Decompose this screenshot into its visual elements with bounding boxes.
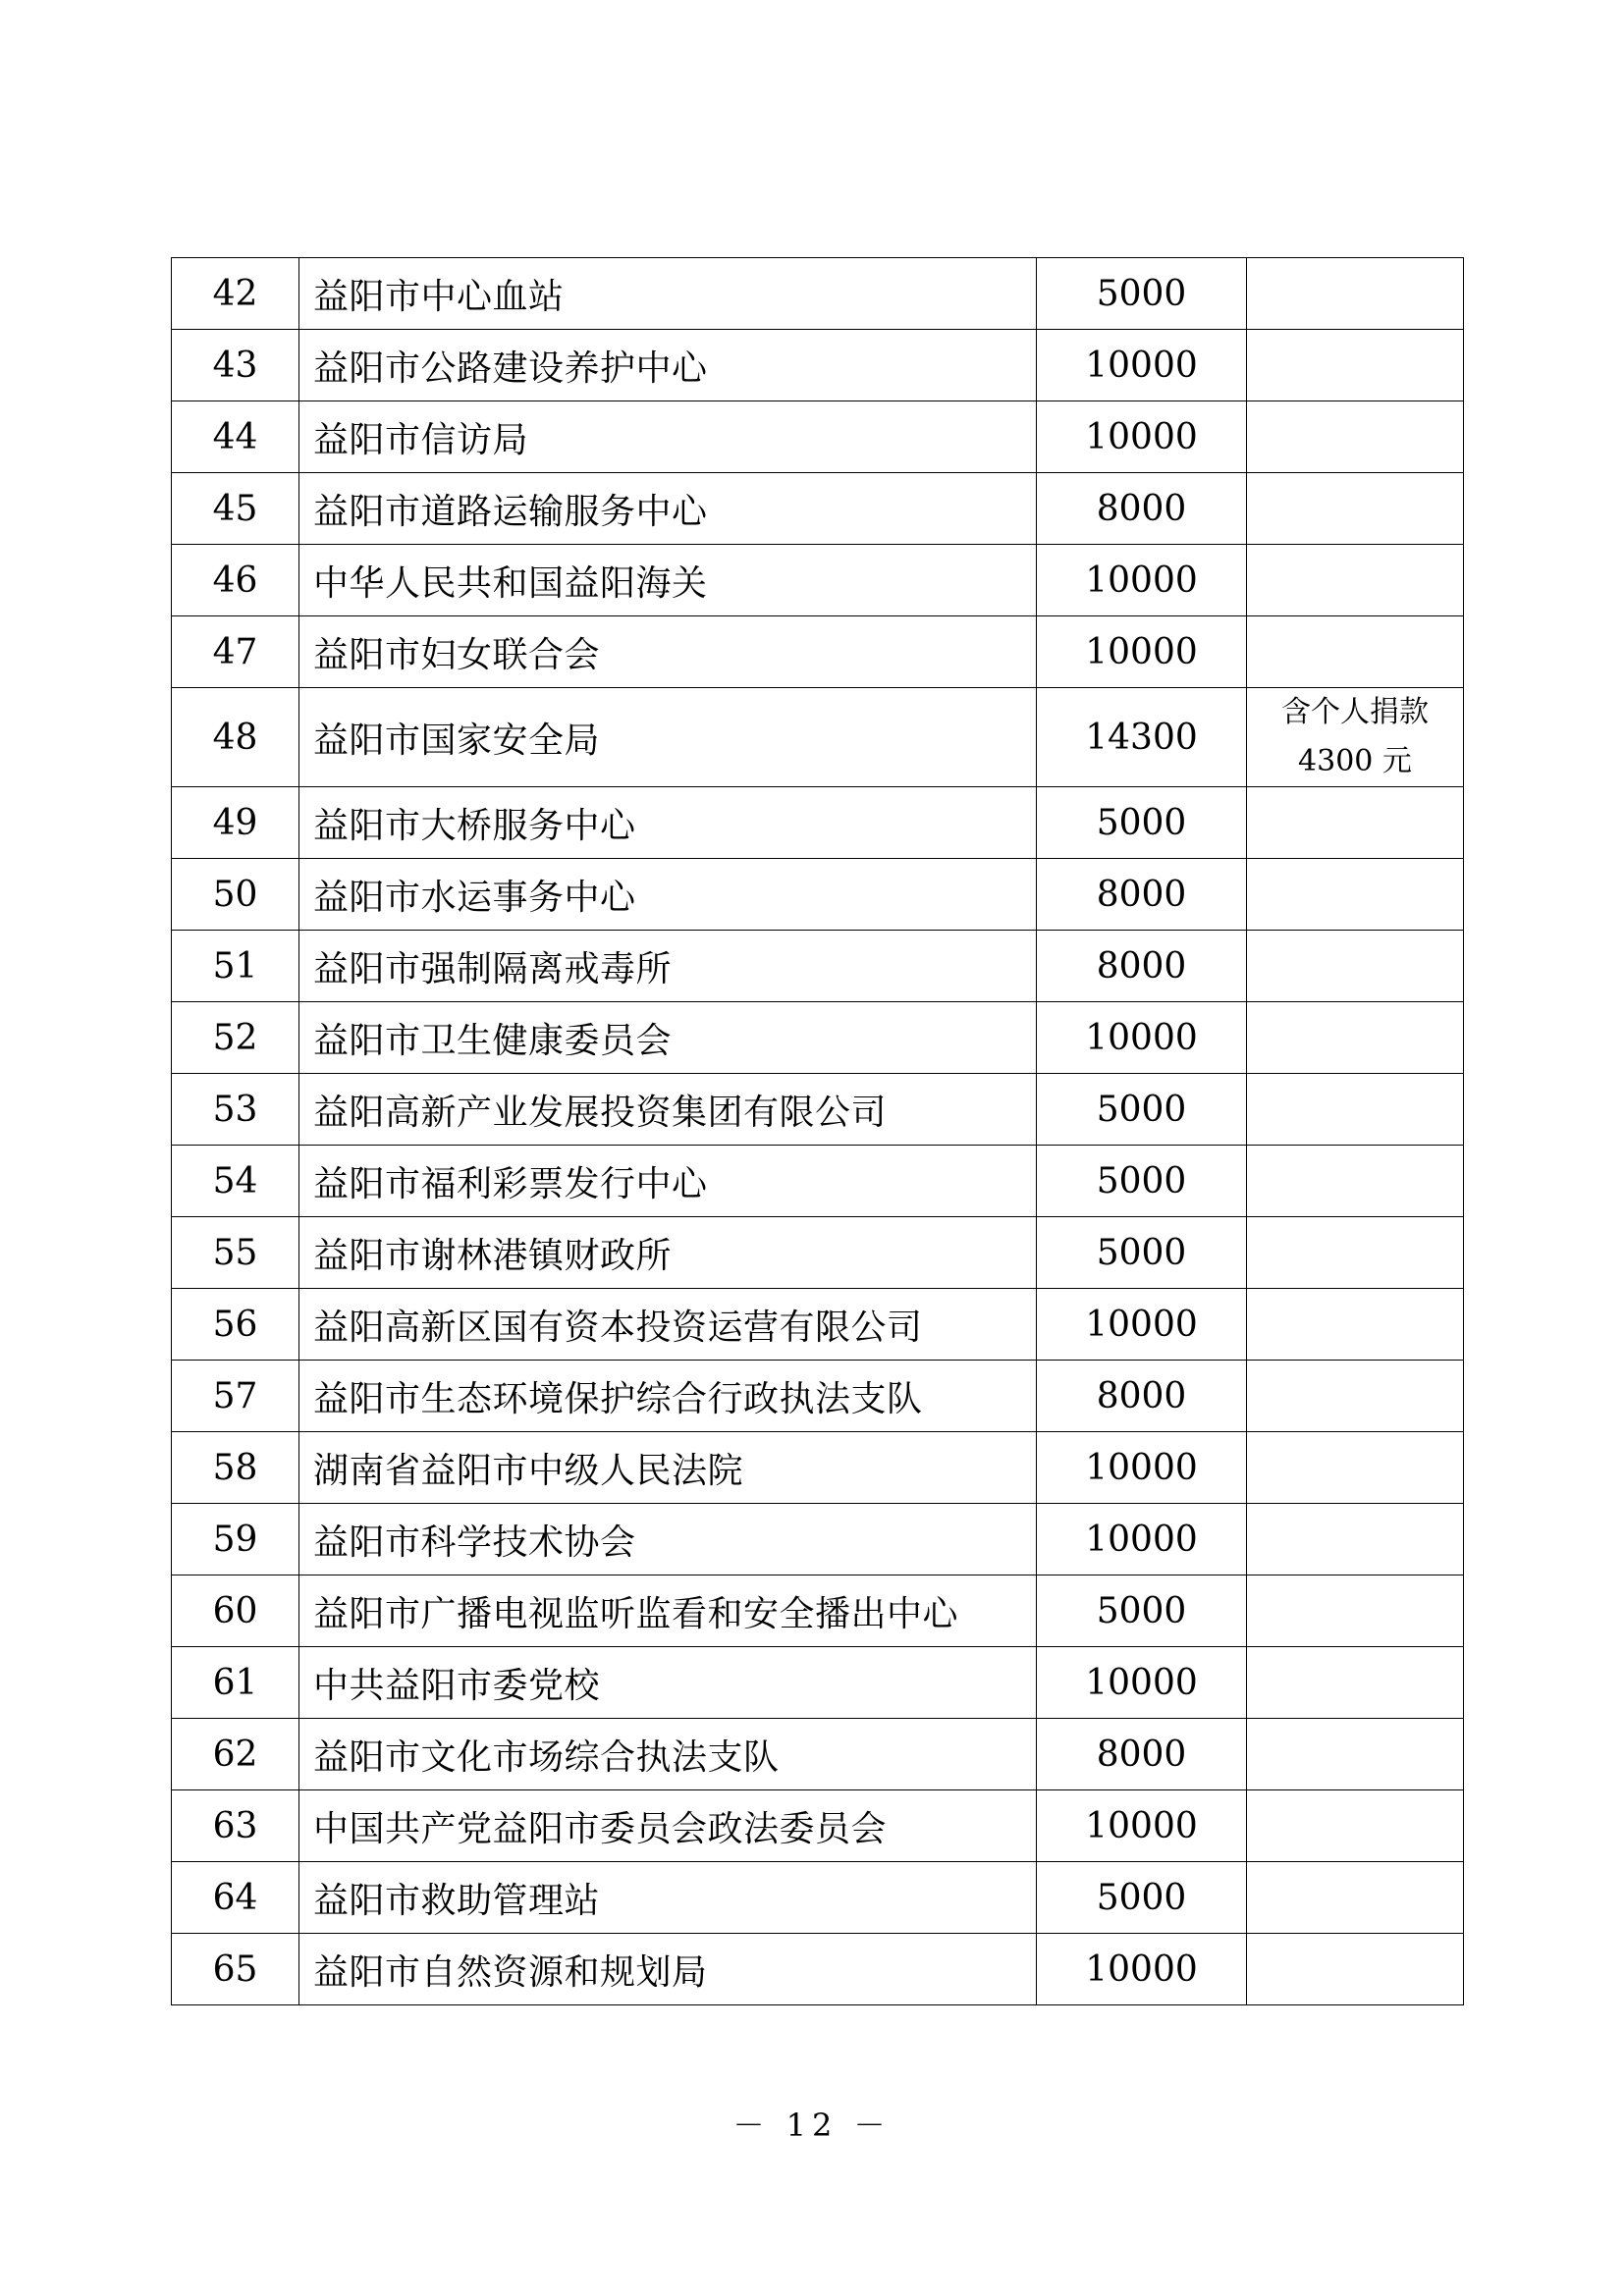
unit-name-cell: 益阳市文化市场综合执法支队 [299,1719,1037,1790]
note-cell [1247,1146,1464,1217]
row-number-cell: 60 [172,1575,299,1647]
amount-cell: 10000 [1037,545,1247,616]
note-cell [1247,1002,1464,1074]
table-row [172,787,1464,859]
amount-cell: 10000 [1037,330,1247,401]
table-row [172,1217,1464,1289]
note-cell [1247,1504,1464,1575]
note-cell [1247,1361,1464,1432]
note-cell [1247,330,1464,401]
table-row [172,616,1464,688]
note-cell [1247,1432,1464,1504]
row-number-cell: 56 [172,1289,299,1361]
unit-name-cell: 益阳市自然资源和规划局 [299,1934,1037,2005]
note-cell [1247,1074,1464,1146]
amount-cell: 8000 [1037,473,1247,545]
unit-name-cell: 益阳市生态环境保护综合行政执法支队 [299,1361,1037,1432]
amount-cell: 5000 [1037,1862,1247,1934]
note-cell [1247,1289,1464,1361]
row-number-cell: 58 [172,1432,299,1504]
unit-name-cell: 中国共产党益阳市委员会政法委员会 [299,1790,1037,1862]
amount-cell: 10000 [1037,1432,1247,1504]
amount-cell: 10000 [1037,1790,1247,1862]
unit-name-cell: 益阳市水运事务中心 [299,859,1037,931]
amount-cell: 5000 [1037,258,1247,330]
note-cell [1247,688,1464,787]
unit-name-cell: 中共益阳市委党校 [299,1647,1037,1719]
table-row [172,931,1464,1002]
row-number-cell: 47 [172,616,299,688]
note-cell [1247,1719,1464,1790]
table-row [172,258,1464,330]
table-row [172,1361,1464,1432]
row-number-cell: 52 [172,1002,299,1074]
unit-name-cell: 益阳市信访局 [299,401,1037,473]
amount-cell: 5000 [1037,1575,1247,1647]
row-number-cell: 42 [172,258,299,330]
unit-name-cell: 中华人民共和国益阳海关 [299,545,1037,616]
unit-name-cell: 益阳市公路建设养护中心 [299,330,1037,401]
table-row [172,1575,1464,1647]
donation-table [171,257,1464,2005]
amount-cell: 8000 [1037,1361,1247,1432]
row-number-cell: 59 [172,1504,299,1575]
amount-cell: 8000 [1037,859,1247,931]
table-body [172,258,1464,2005]
table-row [172,1862,1464,1934]
table-row [172,473,1464,545]
amount-cell: 14300 [1037,688,1247,787]
unit-name-cell: 益阳高新区国有资本投资运营有限公司 [299,1289,1037,1361]
row-number-cell: 55 [172,1217,299,1289]
row-number-cell: 61 [172,1647,299,1719]
unit-name-cell: 湖南省益阳市中级人民法院 [299,1432,1037,1504]
row-number-cell: 62 [172,1719,299,1790]
amount-cell: 5000 [1037,1146,1247,1217]
unit-name-cell: 益阳高新产业发展投资集团有限公司 [299,1074,1037,1146]
table-row [172,1790,1464,1862]
row-number-cell: 48 [172,688,299,787]
note-cell [1247,473,1464,545]
amount-cell: 10000 [1037,401,1247,473]
table-row [172,1002,1464,1074]
unit-name-cell: 益阳市广播电视监听监看和安全播出中心 [299,1575,1037,1647]
note-cell [1247,787,1464,859]
note-cell [1247,1647,1464,1719]
table-row [172,1432,1464,1504]
row-number-cell: 44 [172,401,299,473]
note-cell [1247,1575,1464,1647]
row-number-cell: 53 [172,1074,299,1146]
amount-cell: 8000 [1037,1719,1247,1790]
row-number-cell: 51 [172,931,299,1002]
row-number-cell: 43 [172,330,299,401]
note-cell [1247,1217,1464,1289]
amount-cell: 8000 [1037,931,1247,1002]
amount-cell: 5000 [1037,1217,1247,1289]
row-number-cell: 49 [172,787,299,859]
unit-name-cell: 益阳市大桥服务中心 [299,787,1037,859]
note-cell [1247,616,1464,688]
unit-name-cell: 益阳市国家安全局 [299,688,1037,787]
amount-cell: 10000 [1037,1289,1247,1361]
amount-cell: 10000 [1037,1934,1247,2005]
unit-name-cell: 益阳市福利彩票发行中心 [299,1146,1037,1217]
table-row [172,688,1464,787]
note-line: 含个人捐款 [1281,695,1429,729]
table-row [172,1146,1464,1217]
row-number-cell: 45 [172,473,299,545]
table-row [172,401,1464,473]
row-number-cell: 50 [172,859,299,931]
note-cell [1247,401,1464,473]
note-cell [1247,1934,1464,2005]
amount-cell: 10000 [1037,1504,1247,1575]
table-row [172,859,1464,931]
row-number-cell: 65 [172,1934,299,2005]
note-cell [1247,1790,1464,1862]
note-cell [1247,545,1464,616]
note-cell [1247,859,1464,931]
unit-name-cell: 益阳市救助管理站 [299,1862,1037,1934]
row-number-cell: 54 [172,1146,299,1217]
unit-name-cell: 益阳市妇女联合会 [299,616,1037,688]
table-row [172,330,1464,401]
table-row [172,1504,1464,1575]
unit-name-cell: 益阳市科学技术协会 [299,1504,1037,1575]
table-row [172,1074,1464,1146]
unit-name-cell: 益阳市卫生健康委员会 [299,1002,1037,1074]
table-row [172,545,1464,616]
note-cell [1247,1862,1464,1934]
amount-cell: 5000 [1037,787,1247,859]
amount-cell: 10000 [1037,616,1247,688]
amount-cell: 10000 [1037,1002,1247,1074]
amount-cell: 5000 [1037,1074,1247,1146]
table-row [172,1934,1464,2005]
table-row [172,1719,1464,1790]
row-number-cell: 64 [172,1862,299,1934]
note-line: 4300 元 [1298,744,1412,778]
unit-name-cell: 益阳市谢林港镇财政所 [299,1217,1037,1289]
table-row [172,1647,1464,1719]
row-number-cell: 46 [172,545,299,616]
page-number: － 12 － [732,2107,892,2144]
unit-name-cell: 益阳市道路运输服务中心 [299,473,1037,545]
row-number-cell: 63 [172,1790,299,1862]
note-cell [1247,931,1464,1002]
table-row [172,1289,1464,1361]
unit-name-cell: 益阳市强制隔离戒毒所 [299,931,1037,1002]
unit-name-cell: 益阳市中心血站 [299,258,1037,330]
amount-cell: 10000 [1037,1647,1247,1719]
row-number-cell: 57 [172,1361,299,1432]
note-cell [1247,258,1464,330]
